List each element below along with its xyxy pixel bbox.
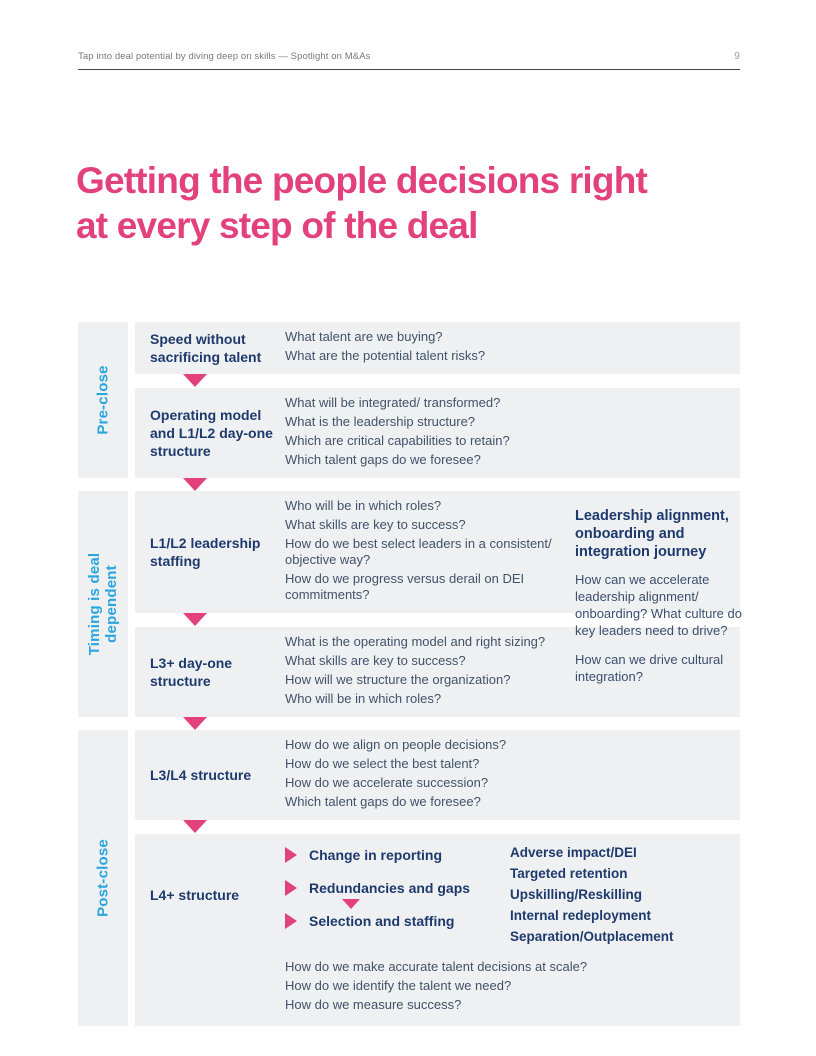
phase-label-post-close: Post-close	[94, 839, 112, 917]
phase-gap	[78, 478, 740, 491]
question-item: What skills are key to success?	[285, 653, 466, 668]
header-breadcrumb: Tap into deal potential by diving deep on skills — Spotlight on M&As	[78, 51, 371, 62]
phase-label-strip-post-close	[78, 730, 128, 1026]
step-item	[285, 847, 510, 863]
page-header	[78, 50, 740, 70]
step-item	[285, 880, 510, 896]
phase-band-timing	[78, 491, 740, 717]
l4-structure-detail	[285, 842, 740, 1016]
outcome-item: Separation/Outplacement	[510, 929, 674, 944]
outcome-list	[510, 842, 674, 947]
page-title-line-1: Getting the people decisions right	[76, 160, 648, 201]
question-item: What skills are key to success?	[285, 517, 466, 532]
question-item: Who will be in which roles?	[285, 691, 442, 706]
outcome-item: Targeted retention	[510, 866, 628, 881]
question-item: How do we progress versus derail on DEI commitments?	[285, 571, 525, 602]
question-item: Which talent gaps do we foresee?	[285, 794, 481, 809]
question-list	[285, 959, 740, 1013]
question-item: How do we accelerate succession?	[285, 775, 489, 790]
phase-content-pre-close	[135, 322, 740, 478]
outcome-item: Adverse impact/DEI	[510, 845, 637, 860]
phase-content-post-close	[135, 730, 740, 1026]
question-list	[285, 329, 740, 367]
page-number: 9	[734, 50, 740, 62]
phase-label-pre-close: Pre-close	[94, 365, 112, 435]
right-arrow-icon	[285, 880, 297, 896]
down-arrow-icon	[183, 613, 207, 626]
row-heading: Operating model and L1/L2 day-one structure	[150, 407, 273, 459]
question-item: Which talent gaps do we foresee?	[285, 452, 481, 467]
outcome-item: Internal redeployment	[510, 908, 652, 923]
flow-arrow-gap	[135, 374, 740, 388]
deal-phases-diagram	[78, 322, 740, 1026]
side-note-paragraph: How can we accelerate leadership alignment/ onboarding? What culture do key leaders need to drive?	[575, 572, 742, 638]
side-note-heading: Leadership alignment, onboarding and integration journey	[575, 508, 729, 560]
question-item: How do we select the best talent?	[285, 756, 480, 771]
row-speed-without-sacrificing-talent	[135, 322, 740, 374]
question-item: How will we structure the organization?	[285, 672, 511, 687]
row-l4-structure	[135, 834, 740, 1026]
phase-content-timing	[135, 491, 740, 717]
phase-label-strip-pre-close	[78, 322, 128, 478]
question-list	[285, 395, 740, 471]
right-arrow-icon	[285, 847, 297, 863]
down-arrow-icon	[183, 717, 207, 730]
phase-gap	[78, 717, 740, 730]
row-heading: L1/L2 leadership staffing	[150, 535, 261, 569]
phase-label-strip-timing	[78, 491, 128, 717]
question-item: What will be integrated/ transformed?	[285, 395, 501, 410]
row-operating-model	[135, 388, 740, 478]
row-l3-l4-structure	[135, 730, 740, 820]
step-label: Change in reporting	[309, 847, 442, 863]
step-label: Selection and staffing	[309, 913, 455, 929]
page-title	[76, 158, 647, 248]
phase-label-timing: Timing is deal dependent	[86, 552, 120, 656]
question-item: What is the operating model and right sizing?	[285, 634, 546, 649]
down-arrow-icon	[183, 820, 207, 833]
row-heading: L3+ day-one structure	[150, 655, 233, 689]
l4-step-list	[285, 842, 510, 947]
down-arrow-icon	[183, 374, 207, 387]
step-item	[285, 913, 510, 929]
outcome-item: Upskilling/Reskilling	[510, 887, 643, 902]
question-list	[285, 498, 603, 606]
question-item: How do we align on people decisions?	[285, 737, 507, 752]
question-item: Which are critical capabilities to retain?	[285, 433, 510, 448]
step-flow-arrow	[342, 899, 510, 909]
page-title-line-2: at every step of the deal	[76, 205, 478, 246]
phase-band-post-close	[78, 730, 740, 1026]
question-list	[285, 737, 740, 813]
row-heading: L3/L4 structure	[150, 767, 252, 783]
down-arrow-icon	[183, 478, 207, 491]
question-item: What talent are we buying?	[285, 329, 443, 344]
row-heading: L4+ structure	[150, 887, 240, 903]
question-item: How do we measure success?	[285, 997, 462, 1012]
question-item: Who will be in which roles?	[285, 498, 442, 513]
down-arrow-icon	[342, 899, 360, 909]
question-item: What is the leadership structure?	[285, 414, 476, 429]
phase-band-pre-close	[78, 322, 740, 478]
question-list	[285, 634, 603, 710]
l4-steps-and-outcomes	[285, 842, 740, 947]
side-note-paragraph: How can we drive cultural integration?	[575, 652, 724, 684]
question-item: How do we make accurate talent decisions at scale?	[285, 959, 588, 974]
row-heading: Speed without sacrificing talent	[150, 331, 262, 365]
question-item: How do we best select leaders in a consistent/ objective way?	[285, 536, 552, 567]
question-item: How do we identify the talent we need?	[285, 978, 512, 993]
leadership-alignment-side-note	[575, 507, 761, 697]
right-arrow-icon	[285, 913, 297, 929]
step-label: Redundancies and gaps	[309, 880, 471, 896]
question-item: What are the potential talent risks?	[285, 348, 486, 363]
flow-arrow-gap	[135, 820, 740, 834]
